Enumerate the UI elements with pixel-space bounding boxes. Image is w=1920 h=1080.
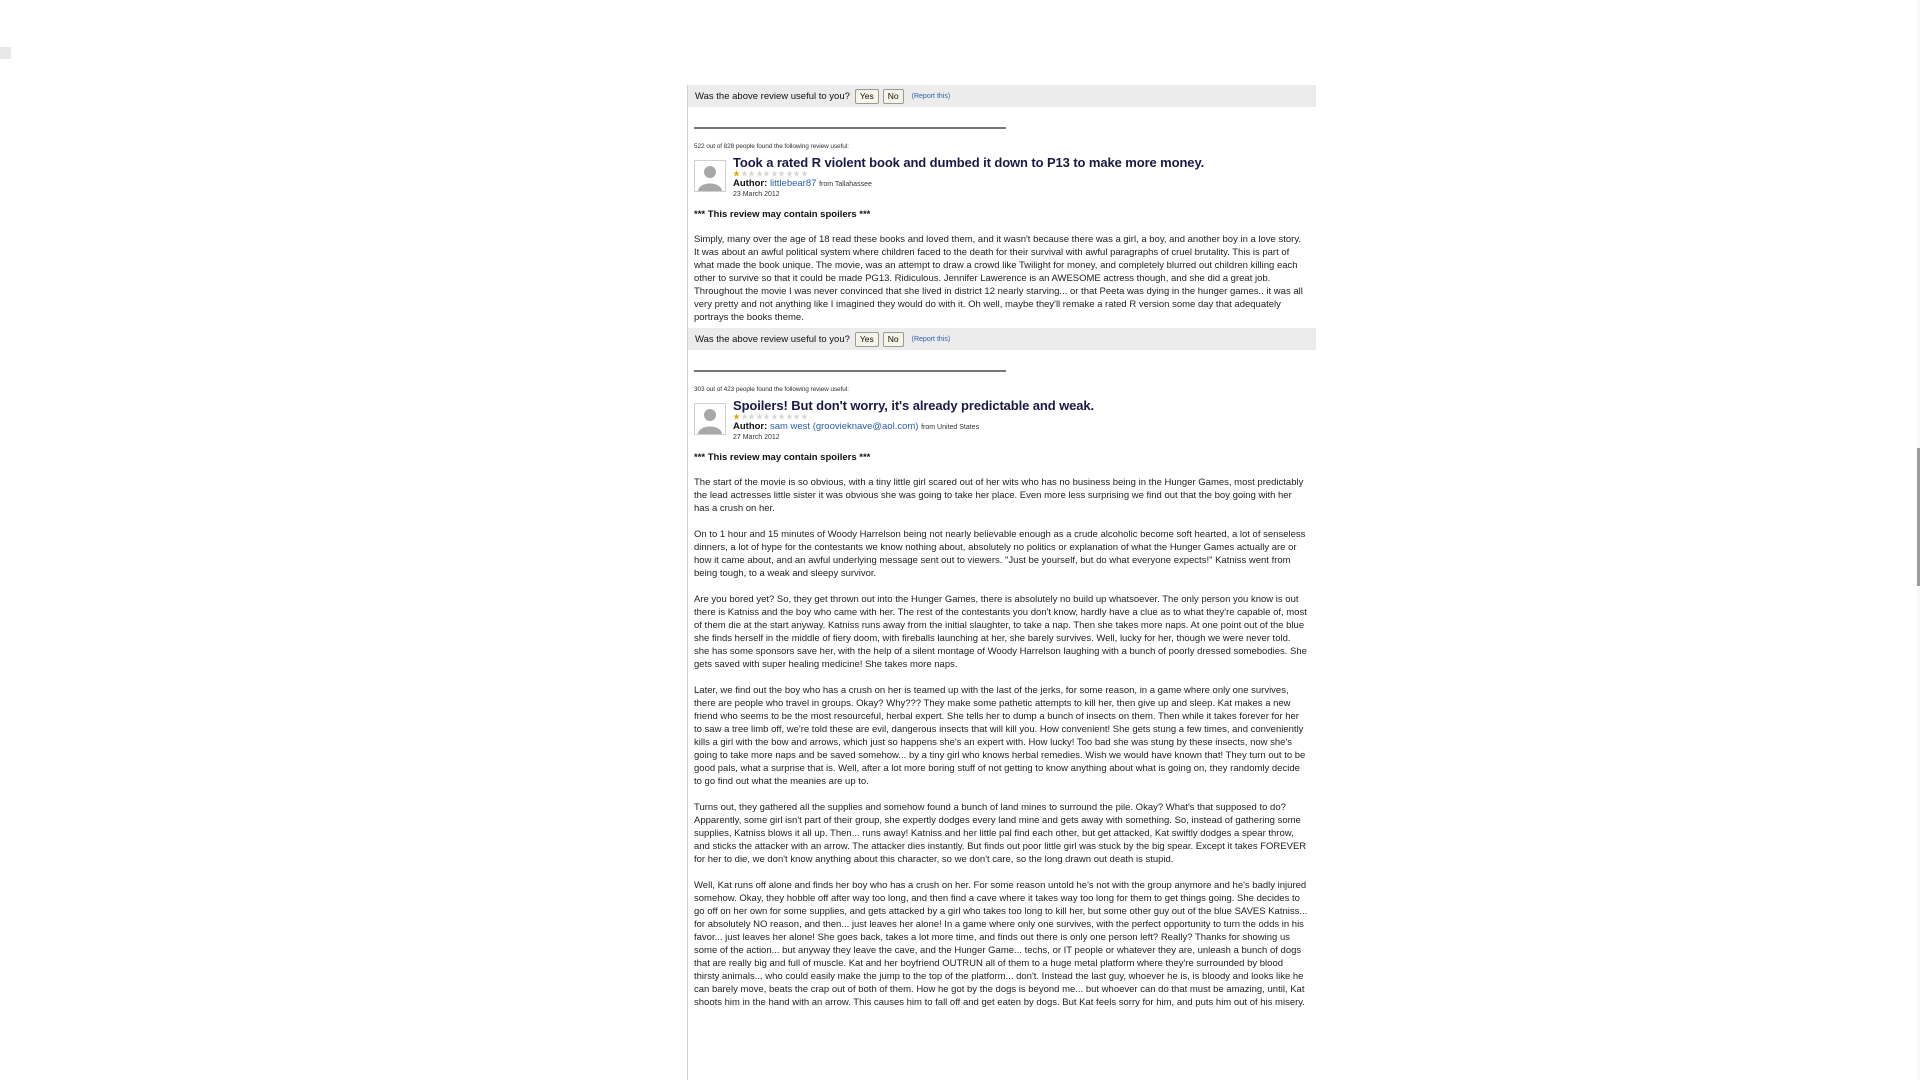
star-icon bbox=[741, 170, 748, 177]
review bbox=[688, 127, 1316, 324]
reviews-column bbox=[687, 85, 1316, 1080]
star-icon bbox=[801, 170, 808, 177]
useful-question: Was the above review useful to you? bbox=[695, 90, 850, 102]
review-title: Spoilers! But don't worry, it's already predictable and weak. bbox=[733, 398, 1095, 413]
star-icon bbox=[793, 413, 800, 420]
star-icon bbox=[748, 413, 755, 420]
yes-button[interactable]: Yes bbox=[855, 332, 879, 347]
star-icon bbox=[733, 413, 740, 420]
no-button[interactable]: No bbox=[883, 332, 904, 347]
no-button[interactable]: No bbox=[883, 89, 904, 104]
review-paragraph: The start of the movie is so obvious, with a tiny little girl scared out of her wits who has no business being in the Hunger Games, most predictably the lead actresses little sister it was obvious she was going to take her place. Even more less surprising we find out that the boy going with her has a crush on her. bbox=[694, 477, 1304, 514]
star-icon bbox=[756, 170, 763, 177]
star-icon bbox=[748, 170, 755, 177]
review-separator bbox=[694, 127, 1006, 129]
author-label: Author: bbox=[733, 178, 768, 189]
star-icon bbox=[778, 413, 785, 420]
star-icon bbox=[741, 413, 748, 420]
star-icon bbox=[763, 413, 770, 420]
review-date: 23 March 2012 bbox=[733, 191, 780, 198]
useful-bar bbox=[688, 328, 1316, 350]
review-title: Took a rated R violent book and dumbed it down to P13 to make more money. bbox=[733, 155, 1205, 170]
review-separator bbox=[694, 370, 1006, 372]
star-icon bbox=[733, 170, 740, 177]
author-link[interactable]: littlebear87 bbox=[769, 178, 817, 189]
review-header bbox=[688, 154, 1316, 202]
star-icon bbox=[778, 170, 785, 177]
spoiler-warning: *** This review may contain spoilers *** bbox=[694, 209, 871, 220]
author-line bbox=[733, 178, 872, 189]
user-silhouette-icon bbox=[694, 403, 726, 435]
helpful-count: 303 out of 423 people found the following review useful: bbox=[694, 386, 849, 393]
star-icon bbox=[793, 170, 800, 177]
star-rating bbox=[733, 413, 808, 420]
review-paragraph: Later, we find out the boy who has a crush on her is teamed up with the last of the jerks, for some reason, in a game where only one survives, there are people who travel in groups. Okay? Why??? They make some pathetic attempts to kill her, then give up and sleep. Kat makes a new friend who seems to be the most resourceful, herbal expert. She tells her to dump a bunch of insects on them. Then while it takes forever for her to saw a tree limb off, we're told these are evil, dangerous insects that will kill you. How convenient! She gets stung a few times, and conveniently kills a girl with the bow and arrows, which just so happens she's an expert with. How lucky! Too bad she was stung by these insects, now she's going to take more naps and be saved somehow... by a tiny girl who knows herbal remedies. Wish we would have known that! They turn out to be good pals, what a surprise that is. Well, after a lot more boring stuff of not getting to know anything about what is going on, they randomly decide to go find out what the meanies are up to. bbox=[694, 685, 1306, 787]
star-icon bbox=[771, 170, 778, 177]
star-icon bbox=[786, 170, 793, 177]
star-icon bbox=[756, 413, 763, 420]
review-paragraph: Turns out, they gathered all the supplies and somehow found a bunch of land mines to surround the pile. Okay? What's that supposed to do? Apparently, some girl isn't part of their group, she expertly dodges every land mine and gets away with something. So, instead of gathering some supplies, Katniss blows it all up. Then... runs away! Katniss and her little pal find each other, but get attacked, Kat swiftly dodges a spear throw, and sticks the attacker with an arrow. The attacker dies instantly. But finds out poor little girl was stuck by the big spear. Except it takes FOREVER for her to die, we don't know anything about this character, so we don't care, so the long drawn out death is stupid. bbox=[694, 802, 1307, 865]
yes-button[interactable]: Yes bbox=[855, 89, 879, 104]
spoiler-warning: *** This review may contain spoilers *** bbox=[694, 452, 871, 463]
author-location: from United States bbox=[921, 424, 980, 431]
review-paragraph: On to 1 hour and 15 minutes of Woody Harrelson being not nearly believable enough as a crude alcoholic become soft hearted, a lot of senseless dinners, a lot of hype for the contestants we know nothing about, absolutely no politics or explanation of what the Hunger Games actually are or how it came about, and an awful underlying message sent out to viewers. "Just be yourself, but do what everyone expects!" Katniss went from being tough, to a weak and sleepy survivor. bbox=[694, 529, 1306, 579]
star-icon bbox=[771, 413, 778, 420]
review-paragraph: Simply, many over the age of 18 read these books and loved them, and it wasn't because there was a girl, a boy, and another boy in a love story. It was about an awful political system where children faced to the death for their survival with awful paragraphs of cruel brutality. This is part of what made the book unique. The movie, was an attempt to draw a crowd like Twilight for money, and completely blurred out children killing each other to survive so that it could be made PG13. Ridiculous. Jennifer Lawerence is an AWESOME actress though, and she did a great job. Throughout the movie I was never convinced that she lived in district 12 nearly starving... or that Peeta was dying in the hunger games.. it was all very pretty and not anything like I imagined they would do with it. Oh well, maybe they'll remake a rated R version some day that adequately portrays the books theme. bbox=[694, 234, 1303, 323]
user-silhouette-icon bbox=[694, 160, 726, 192]
report-link[interactable]: (Report this) bbox=[911, 335, 951, 343]
author-line bbox=[733, 421, 979, 432]
review-paragraph: Are you bored yet? So, they get thrown out into the Hunger Games, there is absolutely no build up whatsoever. The only person you know is out there is Katniss and the boy who came with her. The rest of the contestants you don't know, hardly have a clue as to what they're capable of, most of them die at the start anyway. Katniss runs away from the initial slaughter, to take a nap. Then she takes more naps. At one point out of the blue she finds herself in the middle of fiery doom, with fireballs launching at her, she barely survives. Well, lucky for her, though we were never told. she has some sponsors save her, with the help of a silent montage of Woody Harrelson laughing with a bunch of poorly dressed somebodies. She gets saved with super healing medicine! She takes more naps. bbox=[694, 594, 1307, 670]
star-icon bbox=[786, 413, 793, 420]
author-label: Author: bbox=[733, 421, 768, 432]
useful-question: Was the above review useful to you? bbox=[695, 333, 850, 345]
author-location: from Tallahassee bbox=[819, 181, 872, 188]
helpful-count: 522 out of 828 people found the following review useful: bbox=[694, 143, 849, 150]
page-corner-mark bbox=[0, 47, 11, 59]
star-icon bbox=[763, 170, 770, 177]
star-icon bbox=[801, 413, 808, 420]
report-link[interactable]: (Report this) bbox=[911, 92, 951, 100]
useful-bar bbox=[688, 85, 1316, 107]
review-paragraph: Well, Kat runs off alone and finds her boy who has a crush on her. For some reason untold he's not with the group anymore and he's badly injured somehow. Okay, they hobble off after way too long, and then find a cave where it takes way too long for them to get things going. She decides to go off on her own for some supplies, and gets attacked by a girl who takes too long to kill her, but some other guy out of the blue SAVES Katniss... for absolutely NO reason, and then... just leaves her alone! In a game where only one survives, with the perfect opportunity to turn the odds in his favor... just leaves her alone! She goes back, takes a lot more time, and finds out there is only one person left? Really? Thanks for showing us some of the action... but anyway they leave the cave, and the Hunger Game... techs, or IT people or whatever they are, unleash a bunch of dogs that are really big and full of muscle. Kat and her boyfriend OUTRUN all of them to a huge metal platform where they're surrounded by blood thirsty animals... who could easily make the jump to the top of the platform... don't. Instead the last guy, whoever he is, is bloody and looks like he can barely move, beats the crap out of both of them. How he got by the dogs is beyond me... but whoever can do that must be amazing, until, Kat shoots him in the hand with an arrow. This causes him to fall off and get eaten by dogs. But Kat feels sorry for him, and puts him out of his misery. bbox=[694, 880, 1308, 1008]
review-header bbox=[688, 397, 1316, 445]
author-link[interactable]: sam west (groovieknave@aol.com) bbox=[769, 421, 919, 432]
star-rating bbox=[733, 170, 808, 177]
review-date: 27 March 2012 bbox=[733, 434, 780, 441]
review bbox=[688, 370, 1316, 1009]
